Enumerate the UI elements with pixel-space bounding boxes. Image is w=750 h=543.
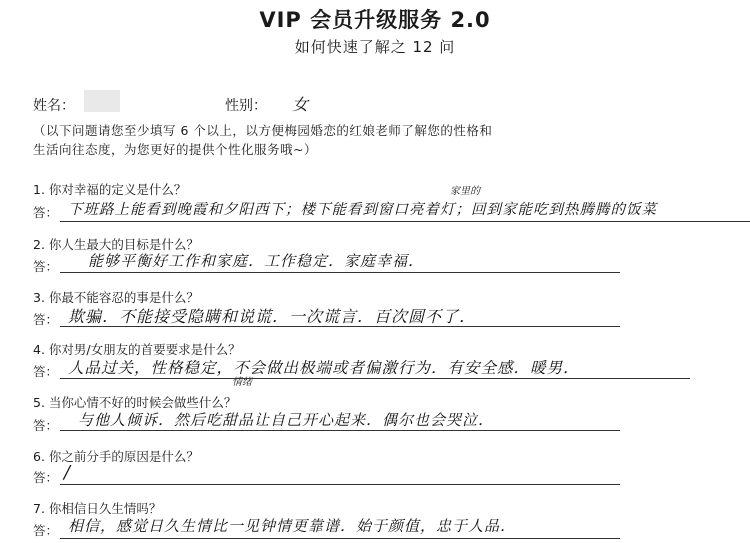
question-5: 5. 当你心情不好的时候会做些什么？ [33,395,237,410]
answer-7: 相信，感觉日久生情比一见钟情更靠谱．始于颜值，忠于人品． [68,517,517,535]
name-redacted [84,90,120,112]
answer-1-note: 家里的 [450,186,480,197]
answer-label-3: 答： [33,312,59,327]
question-6: 6. 你之前分手的原因是什么？ [33,449,199,464]
answer-5: 与他人倾诉．然后吃甜品让自己开心起来．偶尔也会哭泣． [78,411,495,429]
answer-label-6: 答： [33,470,59,485]
answer-line-5 [60,430,620,431]
answer-line-6 [60,484,620,485]
instructions-line-1: （以下问题请您至少填写 6 个以上，以方便梅园婚恋的红娘老师了解您的性格和 [33,123,493,138]
answer-label-4: 答： [33,364,59,379]
name-label: 姓名： [33,98,75,114]
page-subtitle: 如何快速了解之 12 问 [294,38,456,56]
answer-line-7 [60,538,620,539]
answer-3: 欺骗．不能接受隐瞒和说谎．一次谎言．百次圆不了． [68,307,477,326]
answer-label-5: 答： [33,418,59,433]
question-3: 3. 你最不能容忍的事是什么？ [33,290,199,305]
instructions-line-2: 生活向往态度，为您更好的提供个性化服务哦~） [33,142,317,157]
question-4: 4. 你对男/女朋友的首要要求是什么？ [33,342,241,357]
answer-label-7: 答： [33,523,59,538]
answer-4-note: 情绪 [232,377,252,388]
answer-label-2: 答： [33,259,59,274]
page-title: VIP 会员升级服务 2.0 [259,8,491,32]
answer-label-1: 答： [33,205,59,220]
answer-line-2 [60,272,620,273]
answer-6: / [64,462,72,483]
question-1: 1. 你对幸福的定义是什么？ [33,182,187,197]
question-2: 2. 你人生最大的目标是什么？ [33,237,199,252]
gender-label: 性别： [225,98,267,114]
answer-line-4 [60,378,690,379]
gender-value: 女 [292,95,310,114]
answer-4: 人品过关，性格稳定，不会做出极端或者偏激行为．有安全感．暖男． [68,359,580,377]
answer-line-3 [60,326,620,327]
answer-line-1 [60,221,750,222]
question-7: 7. 你相信日久生情吗？ [33,501,162,516]
answer-2: 能够平衡好工作和家庭．工作稳定．家庭幸福． [88,252,425,270]
answer-1: 下班路上能看到晚霞和夕阳西下；楼下能看到窗口亮着灯；回到家能吃到热腾腾的饭菜 [68,202,657,218]
